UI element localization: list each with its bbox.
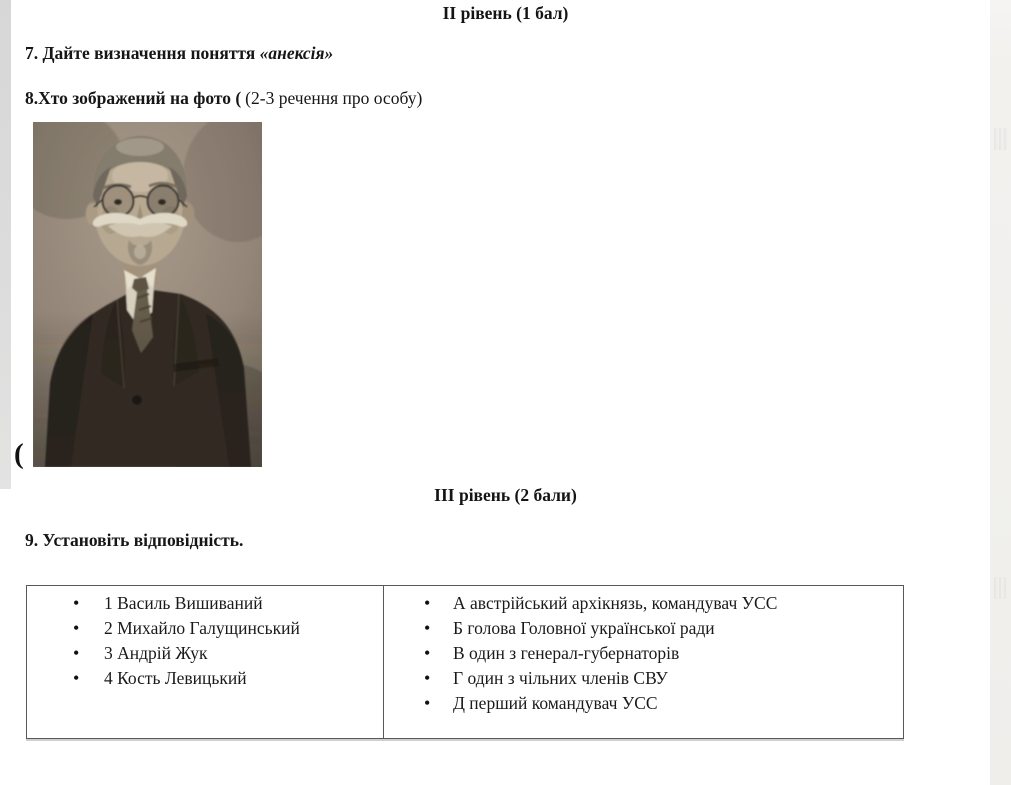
- match-left-4: 4 Кость Левицький: [104, 668, 247, 688]
- list-item: [424, 591, 903, 616]
- match-left-2: 2 Михайло Галущинський: [104, 618, 300, 638]
- bullet-icon: •: [73, 618, 80, 638]
- question-7: [25, 42, 333, 64]
- match-list-left: [27, 586, 383, 691]
- section-heading-level-3: ІІІ рівень (2 бали): [434, 485, 577, 505]
- bullet-icon: •: [73, 593, 80, 613]
- scan-edge-strip-right: [990, 0, 1011, 785]
- match-left-1: 1 Василь Вишиваний: [104, 593, 263, 613]
- match-right-v: В один з генерал-губернаторів: [453, 643, 680, 663]
- question-9: 9. Установіть відповідність.: [25, 530, 244, 550]
- question-8: [25, 87, 422, 109]
- list-item: [73, 666, 383, 691]
- list-item: [73, 641, 383, 666]
- match-left-3: 3 Андрій Жук: [104, 643, 208, 663]
- bullet-icon: •: [424, 618, 431, 638]
- match-table-right-cell: [384, 586, 904, 739]
- bullet-icon: •: [424, 693, 431, 713]
- section-heading-level-2: ІІ рівень (1 бал): [442, 3, 569, 23]
- match-list-right: [384, 586, 903, 716]
- list-item: [73, 616, 383, 641]
- match-right-d: Д перший командувач УСС: [453, 693, 658, 713]
- question-7-text: 7. Дайте визначення поняття: [25, 43, 260, 63]
- bullet-icon: •: [424, 643, 431, 663]
- table-row: [27, 586, 904, 739]
- question-8-hint: (2-3 речення про особу): [245, 88, 423, 108]
- portrait-photo: [33, 122, 262, 467]
- question-7-term: «анексія»: [259, 43, 334, 63]
- match-right-g: Г один з чільних членів СВУ: [453, 668, 668, 688]
- bullet-icon: •: [73, 668, 80, 688]
- match-right-a: А австрійський архікнязь, командувач УСС: [453, 593, 778, 613]
- scan-edge-strip-left: [0, 0, 11, 489]
- bullet-icon: •: [73, 643, 80, 663]
- list-item: [424, 691, 903, 716]
- match-table: [26, 585, 904, 739]
- list-item: [424, 616, 903, 641]
- photo-caption-paren: (: [14, 438, 24, 470]
- question-8-text: 8.Хто зображений на фото (: [25, 88, 242, 108]
- scan-artifact: [994, 128, 1007, 150]
- match-table-left-cell: [27, 586, 384, 739]
- bullet-icon: •: [424, 593, 431, 613]
- list-item: [73, 591, 383, 616]
- list-item: [424, 666, 903, 691]
- scan-artifact: [994, 577, 1007, 599]
- bullet-icon: •: [424, 668, 431, 688]
- match-right-b: Б голова Головної української ради: [453, 618, 715, 638]
- list-item: [424, 641, 903, 666]
